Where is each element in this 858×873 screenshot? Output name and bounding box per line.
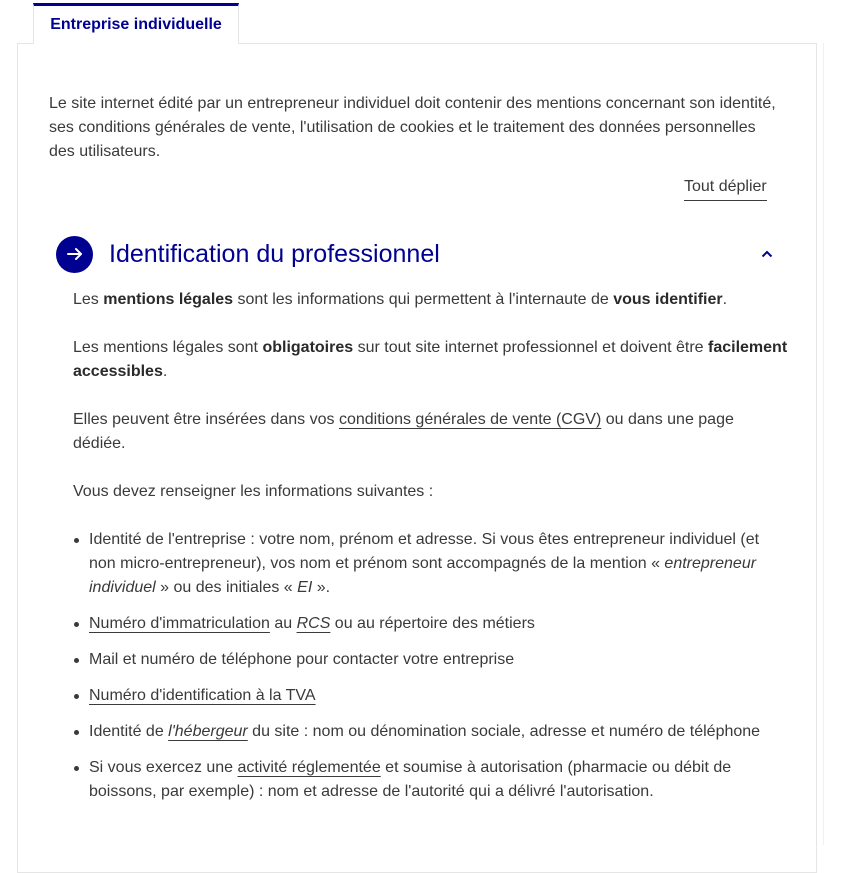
list-item	[73, 528, 788, 600]
hebergeur-link[interactable]: l'hébergeur	[168, 723, 248, 740]
text: .	[162, 363, 168, 380]
text: Les mentions légales sont	[73, 339, 263, 356]
rcs-link[interactable]: RCS	[296, 615, 331, 632]
requirements-list	[73, 528, 788, 804]
tab-label: Entreprise individuelle	[50, 16, 222, 33]
tab-entreprise-individuelle[interactable]	[33, 3, 239, 44]
list-item	[73, 684, 788, 708]
text: ou au répertoire des métiers	[330, 615, 535, 632]
italic-text: EI	[297, 579, 313, 596]
text: au	[269, 615, 297, 632]
text: Identité de	[89, 723, 169, 740]
list-item	[73, 612, 788, 636]
list-item	[73, 756, 788, 804]
bold-text: vous identifier	[613, 291, 723, 308]
tva-link[interactable]: Numéro d'identification à la TVA	[89, 687, 316, 704]
intro-text: Le site internet édité par un entrepreneur individuel doit contenir des mentions concernant son identité, ses conditions générales de vente, l'utilisation de cookies et le traitement des données personnelles des utilisateurs.	[49, 95, 776, 160]
italic-text: entrepreneur individuel	[89, 555, 757, 596]
text: sont les informations qui permettent à l'internaute de	[233, 291, 614, 308]
text: Si vous exercez une	[89, 759, 238, 776]
text: et soumise à autorisation (pharmacie ou débit de boissons, par exemple) : nom et adresse de l'autorité qui a délivré l'autorisation.	[89, 759, 732, 800]
text: ».	[312, 579, 331, 596]
paragraph-mentions	[73, 288, 788, 312]
accordion-body	[73, 288, 788, 816]
cgv-link[interactable]: conditions générales de vente (CGV)	[338, 411, 602, 428]
arrow-right-icon	[56, 236, 93, 273]
bold-text: obligatoires	[262, 339, 354, 356]
text: » ou des initiales «	[155, 579, 298, 596]
activite-reglementee-link[interactable]: activité réglementée	[237, 759, 381, 776]
list-item	[73, 720, 788, 744]
bold-text: mentions légales	[103, 291, 234, 308]
paragraph-cgv	[73, 408, 788, 456]
paragraph-obligatoires	[73, 336, 788, 384]
text: Identité de l'entreprise : votre nom, prénom et adresse. Si vous êtes entrepreneur individuel (et non micro-entrepreneur), vos nom et prénom sont accompagnés de la mention «	[89, 531, 760, 572]
scrollbar-track[interactable]	[823, 43, 824, 845]
text: Elles peuvent être insérées dans vos	[73, 411, 339, 428]
immatriculation-link[interactable]: Numéro d'immatriculation	[89, 615, 270, 632]
list-item: Mail et numéro de téléphone pour contacter votre entreprise	[73, 648, 788, 672]
text: sur tout site internet professionnel et doivent être	[353, 339, 709, 356]
accordion-title: Identification du professionnel	[109, 239, 440, 268]
chevron-up-icon[interactable]	[759, 246, 775, 262]
text: ou dans une page dédiée.	[73, 411, 734, 452]
expand-all-button[interactable]: Tout déplier	[684, 178, 767, 201]
text: .	[722, 291, 728, 308]
paragraph-informations: Vous devez renseigner les informations suivantes :	[73, 483, 434, 500]
bold-text: facilement accessibles	[73, 339, 788, 380]
text: Les	[73, 291, 104, 308]
accordion-header-identification[interactable]	[56, 234, 786, 274]
text: du site : nom ou dénomination sociale, adresse et numéro de téléphone	[247, 723, 761, 740]
